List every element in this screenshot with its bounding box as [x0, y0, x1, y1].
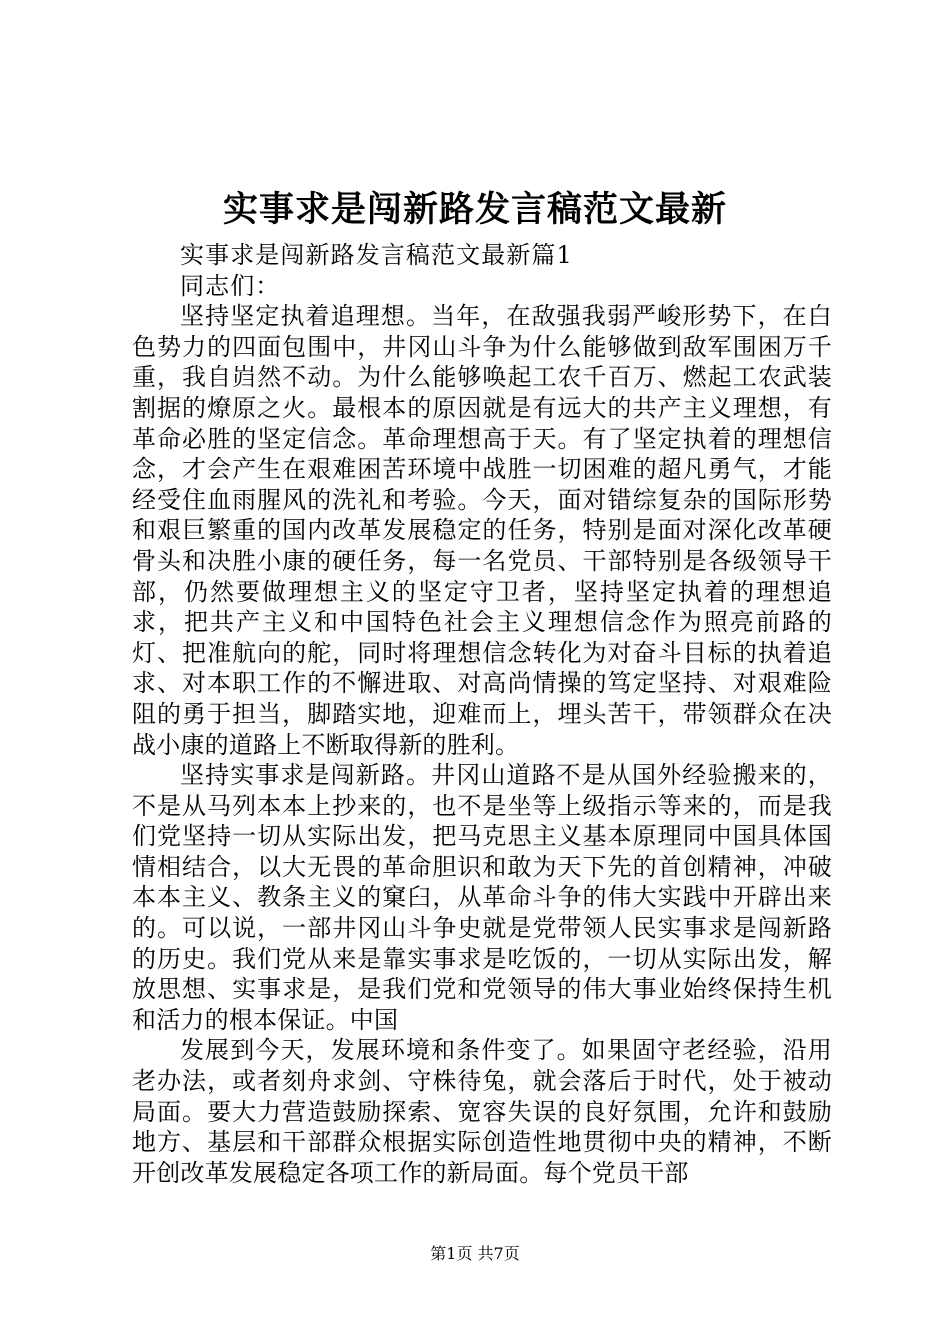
body-paragraph: 发展到今天，发展环境和条件变了。如果固守老经验，沿用老办法，或者刻舟求剑、守株待兔，就会落后于时代，处于被动局面。要大力营造鼓励探索、宽容失误的良好氛围，允许和鼓励地方、基层和干部群众根据实际创造性地贯彻中央的精神，不断开创改革发展稳定各项工作的新局面。每个党员干部	[132, 1036, 832, 1187]
body-paragraph: 坚持坚定执着追理想。当年，在敌强我弱严峻形势下，在白色势力的四面包围中，井冈山斗争为什么能够做到敌军围困万千重，我自岿然不动。为什么能够唤起工农千百万、燃起工农武装割据的燎原之火。最根本的原因就是有远大的共产主义理想，有革命必胜的坚定信念。革命理想高于天。有了坚定执着的理想信念，才会产生在艰难困苦环境中战胜一切困难的超凡勇气，才能经受住血雨腥风的洗礼和考验。今天，面对错综复杂的国际形势和艰巨繁重的国内改革发展稳定的任务，特别是面对深化改革硬骨头和决胜小康的硬任务，每一名党员、干部特别是各级领导干部，仍然要做理想主义的坚定守卫者，坚持坚定执着的理想追求，把共产主义和中国特色社会主义理想信念作为照亮前路的灯、把准航向的舵，同时将理想信念转化为对奋斗目标的执着追求、对本职工作的不懈进取、对高尚情操的笃定坚持、对艰难险阻的勇于担当，脚踏实地，迎难而上，埋头苦干，带领群众在决战小康的道路上不断取得新的胜利。	[132, 302, 832, 759]
document-body	[132, 240, 832, 1188]
body-paragraph: 坚持实事求是闯新路。井冈山道路不是从国外经验搬来的，不是从马列本本上抄来的，也不是坐等上级指示等来的，而是我们党坚持一切从实际出发，把马克思主义基本原理同中国具体国情相结合，以大无畏的革命胆识和敢为天下先的首创精神，冲破本本主义、教条主义的窠臼，从革命斗争的伟大实践中开辟出来的。可以说，一部井冈山斗争史就是党带领人民实事求是闯新路的历史。我们党从来是靠实事求是吃饭的，一切从实际出发，解放思想、实事求是，是我们党和党领导的伟大事业始终保持生机和活力的根本保证。中国	[132, 761, 832, 1034]
salutation: 同志们：	[180, 271, 281, 300]
page-number-footer: 第1页 共7页	[430, 1244, 520, 1263]
document-title: 实事求是闯新路发言稿范文最新	[222, 189, 727, 230]
section-heading: 实事求是闯新路发言稿范文最新篇1	[180, 241, 573, 269]
